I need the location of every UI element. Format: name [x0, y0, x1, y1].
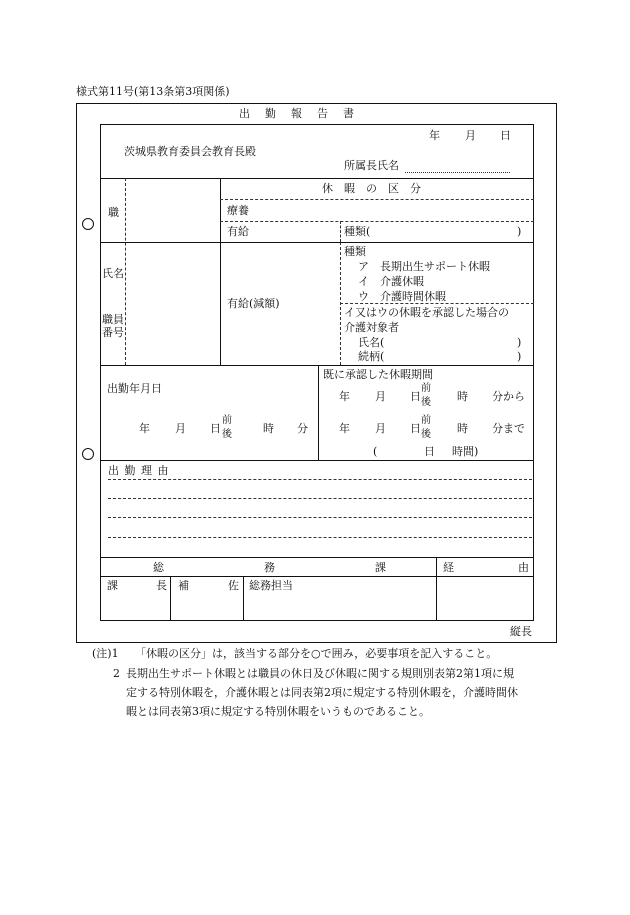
approved-to-day: 日: [410, 422, 421, 435]
approved-to-am[interactable]: 前: [421, 415, 431, 426]
attendance-pm[interactable]: 後: [222, 429, 232, 440]
reason-line-2[interactable]: [108, 498, 532, 499]
attendance-day: 日: [210, 422, 221, 435]
approved-from-am[interactable]: 前: [421, 383, 431, 394]
leave-kind-open: 種類(: [344, 225, 371, 238]
care-name-label: 氏名(: [358, 336, 385, 349]
attendance-hour: 時: [263, 422, 274, 435]
approved-total-day: 日: [424, 445, 435, 458]
attendance-month: 月: [175, 422, 186, 435]
date-year: 年: [429, 129, 440, 142]
attendance-minute: 分: [297, 422, 308, 435]
position-label: 職: [108, 206, 119, 219]
kacho-label-1: 課: [107, 579, 118, 592]
approved-to-year: 年: [339, 422, 350, 435]
care-relation-label: 続柄(: [358, 350, 385, 363]
leave-option-a[interactable]: ア 長期出生サポート休暇: [358, 260, 490, 273]
date-day: 日: [500, 129, 511, 142]
care-relation-close: ): [517, 350, 522, 363]
approved-from-day: 日: [410, 390, 421, 403]
approved-from-hour: 時: [457, 390, 468, 403]
approved-to: 分まで: [492, 422, 525, 435]
form-title: 出 勤 報 告 書: [239, 107, 356, 120]
reason-line-1[interactable]: [108, 479, 532, 480]
approved-to-hour: 時: [457, 422, 468, 435]
punch-hole-bottom: [82, 448, 94, 460]
staff-no-label-1: 職員: [102, 313, 124, 326]
soumu-label-3: 課: [375, 561, 386, 574]
punch-hole-top: [82, 218, 94, 230]
approved-from: 分から: [492, 390, 525, 403]
attendance-label: 出勤年月日: [107, 382, 162, 395]
attendance-am[interactable]: 前: [222, 415, 232, 426]
leave-yukyu-genkaku[interactable]: 有給(減額): [227, 297, 280, 310]
orientation-label: 縦長: [510, 625, 532, 638]
head-name-line[interactable]: [405, 172, 510, 173]
approved-total-time: 時間): [452, 445, 479, 458]
form-number: 様式第11号(第13条第3項関係): [76, 85, 230, 98]
note-1-prefix: (注)1: [92, 647, 119, 660]
approved-to-pm[interactable]: 後: [421, 429, 431, 440]
approved-total-open: (: [373, 445, 378, 458]
addressee: 茨城県教育委員会教育長殿: [124, 145, 256, 158]
note-1-text: 「休暇の区分」は，該当する部分を○で囲み，必要事項を記入すること。: [135, 647, 498, 660]
reason-line-4[interactable]: [108, 537, 532, 538]
leave-ryoyo[interactable]: 療養: [227, 204, 249, 217]
care-note-2: 介護対象者: [344, 321, 399, 334]
reason-label: 出 勤 理 由: [108, 464, 170, 477]
attendance-year: 年: [139, 422, 150, 435]
leave-header: 休 暇 の 区 分: [322, 182, 421, 195]
approved-from-pm[interactable]: 後: [421, 397, 431, 408]
approved-label: 既に承認した休暇期間: [323, 368, 433, 381]
hosa-label-1: 補: [178, 579, 189, 592]
soumu-label-1: 総: [153, 561, 164, 574]
note-2-line-2: 定する特別休暇を，介護休暇とは同表第2項に規定する特別休暇を，介護時間休: [126, 686, 518, 699]
name-label: 氏名: [102, 267, 124, 280]
note-2-line-1: 長期出生サポート休暇とは職員の休日及び休暇に関する規則別表第2第1項に規: [126, 667, 514, 680]
keiyu-label-1: 経: [443, 561, 454, 574]
care-note-1: イ又はウの休暇を承認した場合の: [344, 306, 509, 319]
approved-from-year: 年: [339, 390, 350, 403]
kacho-label-2: 長: [156, 579, 167, 592]
soumu-label-2: 務: [264, 561, 275, 574]
reason-line-3[interactable]: [108, 517, 532, 518]
care-name-close: ): [517, 336, 522, 349]
staff-no-label-2: 番号: [102, 326, 124, 339]
leave-option-u[interactable]: ウ 介護時間休暇: [358, 290, 446, 303]
leave-yukyu[interactable]: 有給: [227, 225, 249, 238]
hosa-label-2: 佐: [228, 579, 239, 592]
approved-from-month: 月: [375, 390, 386, 403]
approved-to-month: 月: [375, 422, 386, 435]
leave-option-i[interactable]: イ 介護休暇: [358, 275, 424, 288]
note-2-line-3: 暇とは同表第3項に規定する特別休暇をいうものであること。: [126, 705, 430, 718]
soumu-tanto-label: 総務担当: [249, 579, 293, 592]
date-month: 月: [465, 129, 476, 142]
keiyu-label-2: 由: [518, 561, 529, 574]
note-2-prefix: 2: [113, 667, 120, 680]
head-name-label: 所属長氏名: [344, 159, 399, 172]
leave-kind-label: 種類: [344, 245, 366, 258]
leave-kind-close: ): [517, 225, 522, 238]
